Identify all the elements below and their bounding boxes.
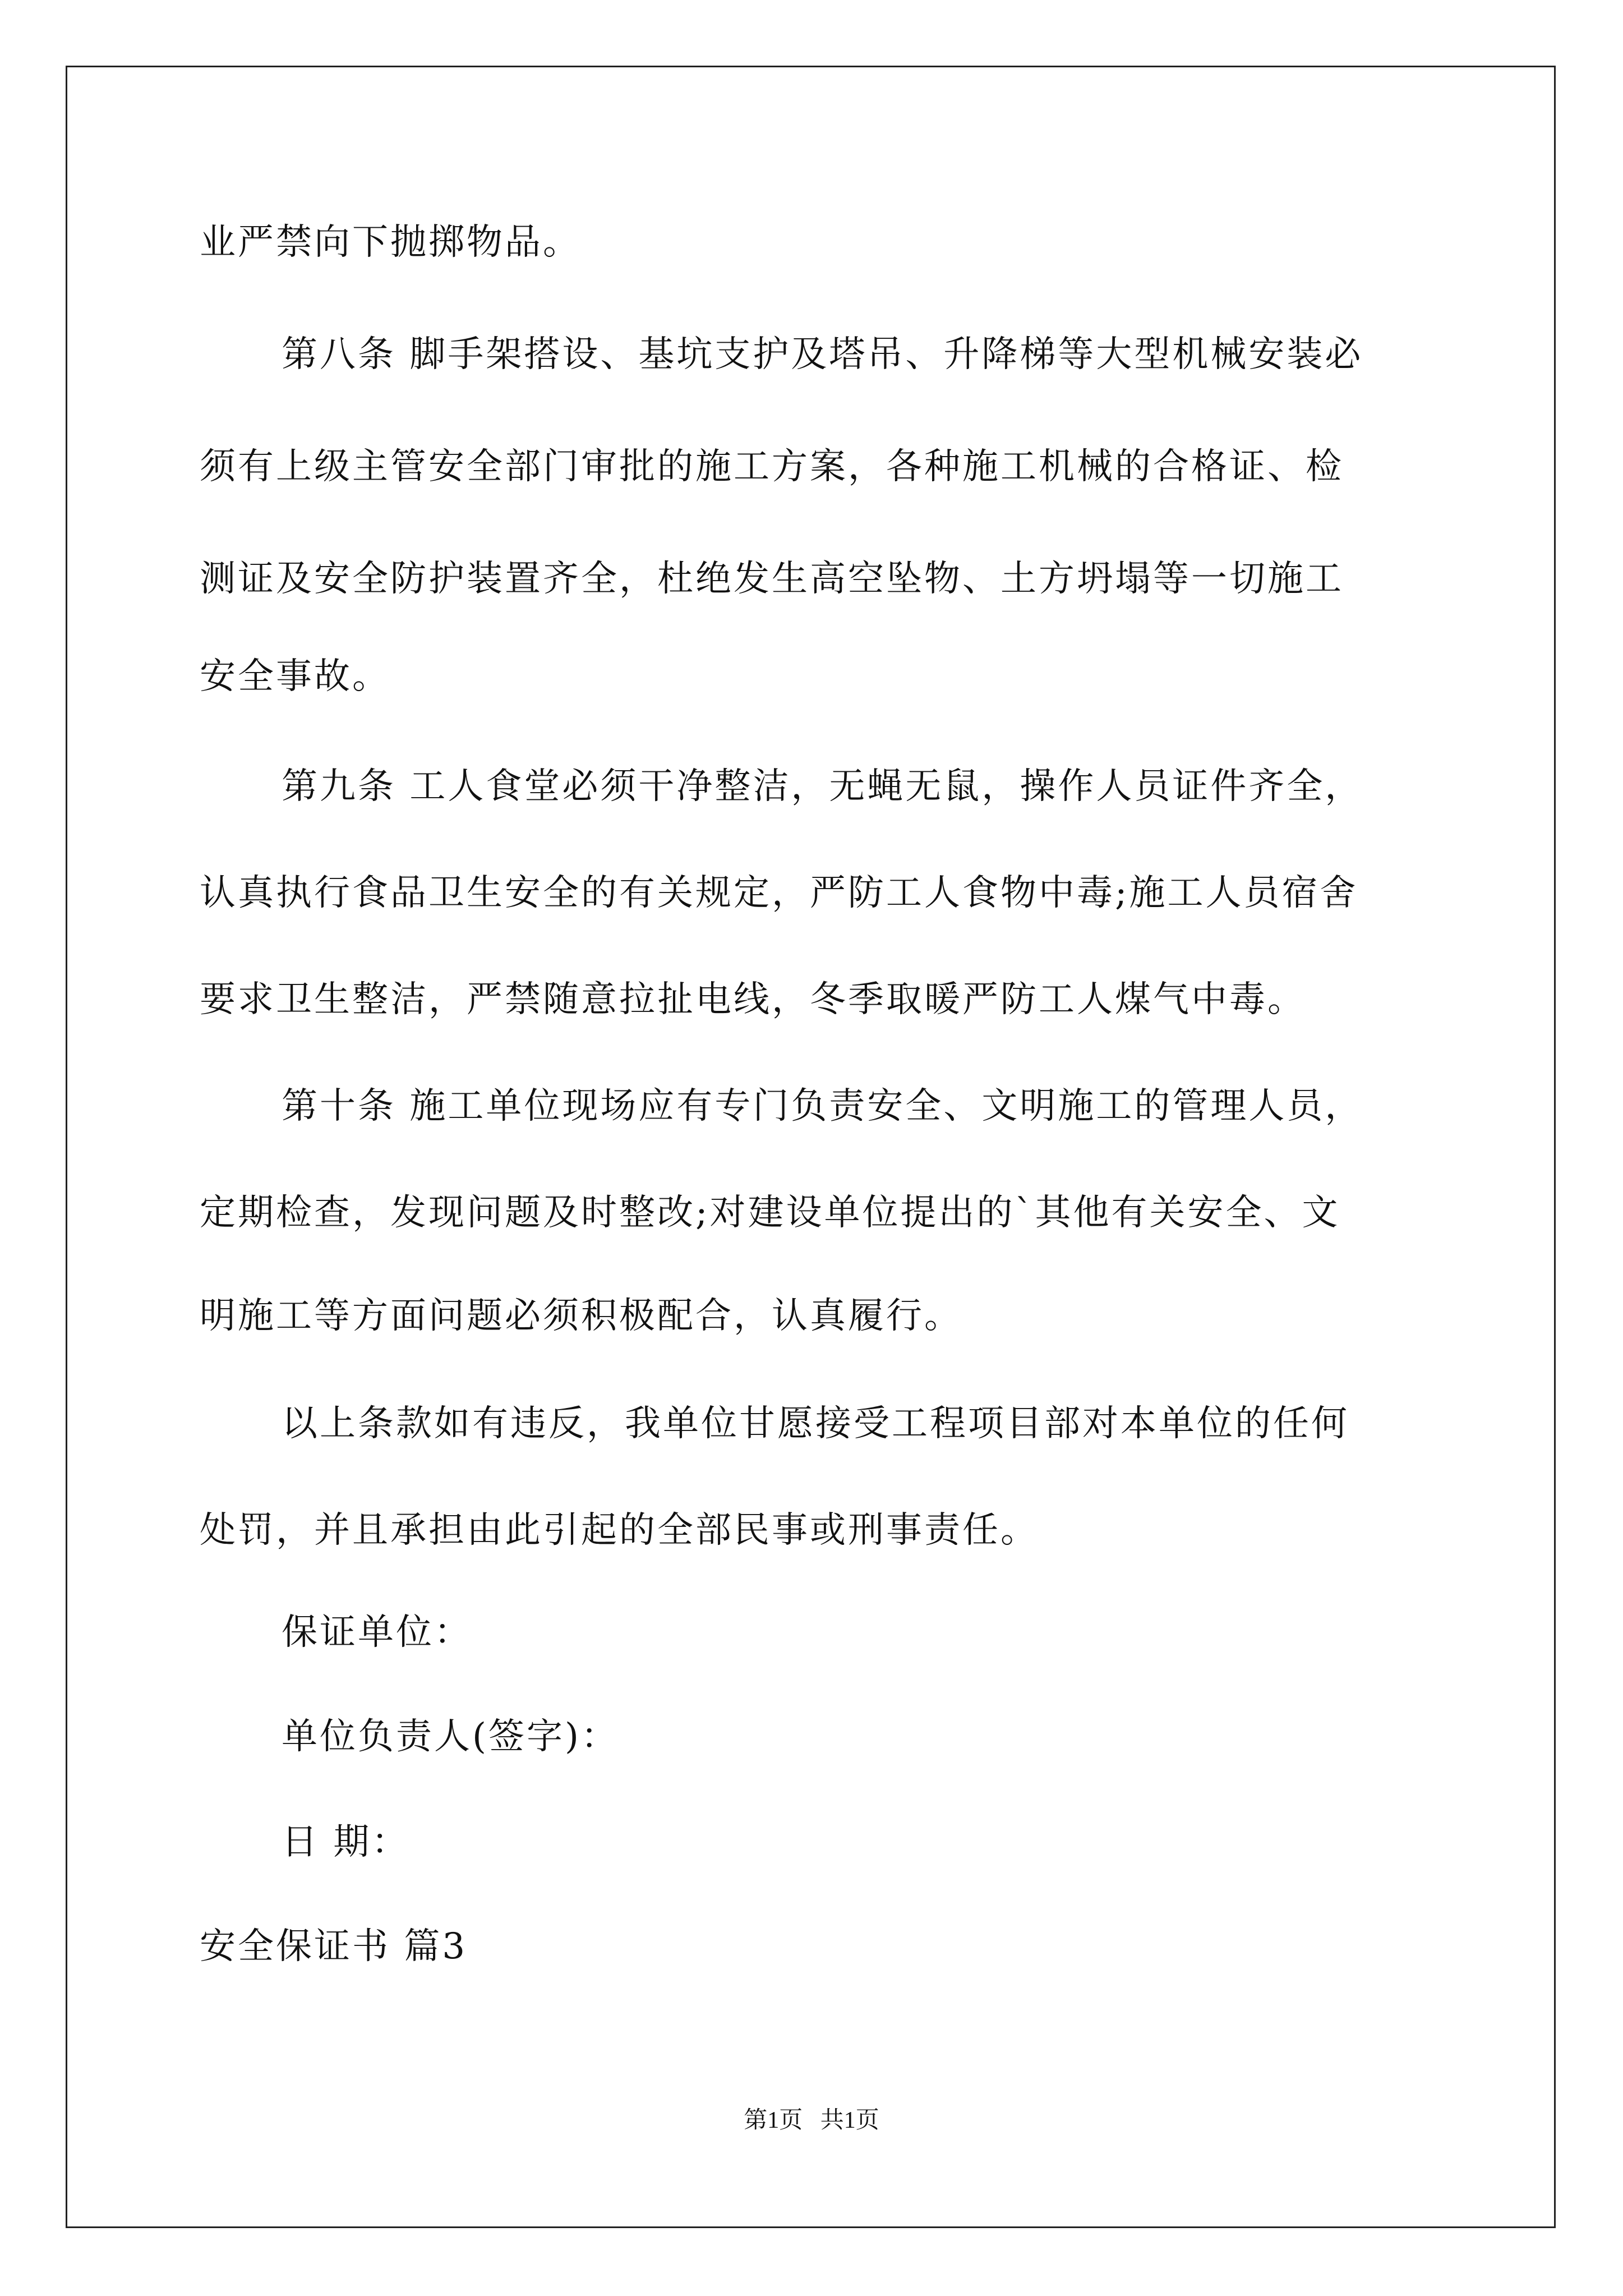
signature-person-label: 单位负责人(签字)： — [282, 1716, 619, 1757]
body-line: 安全事故。 — [200, 656, 390, 697]
body-line: 第九条 工人食堂必须干净整洁，无蝇无鼠，操作人员证件齐全， — [282, 766, 1363, 807]
body-line: 处罚，并且承担由此引起的全部民事或刑事责任。 — [200, 1510, 1039, 1551]
body-line: 须有上级主管安全部门审批的施工方案，各种施工机械的合格证、检 — [200, 446, 1344, 487]
body-line: 定期检查，发现问题及时整改;对建设单位提出的`其他有关安全、文 — [200, 1192, 1340, 1234]
body-line: 要求卫生整洁，严禁随意拉扯电线，冬季取暖严防工人煤气中毒。 — [200, 979, 1306, 1020]
section-heading: 安全保证书 篇3 — [200, 1926, 468, 1967]
date-label: 日 期： — [282, 1821, 410, 1863]
body-line: 第十条 施工单位现场应有专门负责安全、文明施工的管理人员， — [282, 1085, 1363, 1127]
page-border — [66, 66, 1556, 2228]
body-line: 第八条 脚手架搭设、基坑支护及塔吊、升降梯等大型机械安装必 — [282, 334, 1363, 375]
body-line: 认真执行食品卫生安全的有关规定，严防工人食物中毒;施工人员宿舍 — [200, 872, 1358, 914]
body-line: 业严禁向下抛掷物品。 — [200, 222, 581, 263]
page-footer: 第1页 共1页 — [744, 2108, 879, 2133]
body-line: 以上条款如有违反，我单位甘愿接受工程项目部对本单位的任何 — [282, 1403, 1349, 1444]
body-line: 明施工等方面问题必须积极配合，认真履行。 — [200, 1295, 962, 1337]
signature-unit-label: 保证单位： — [282, 1612, 472, 1653]
body-line: 测证及安全防护装置齐全，杜绝发生高空坠物、土方坍塌等一切施工 — [200, 558, 1344, 600]
